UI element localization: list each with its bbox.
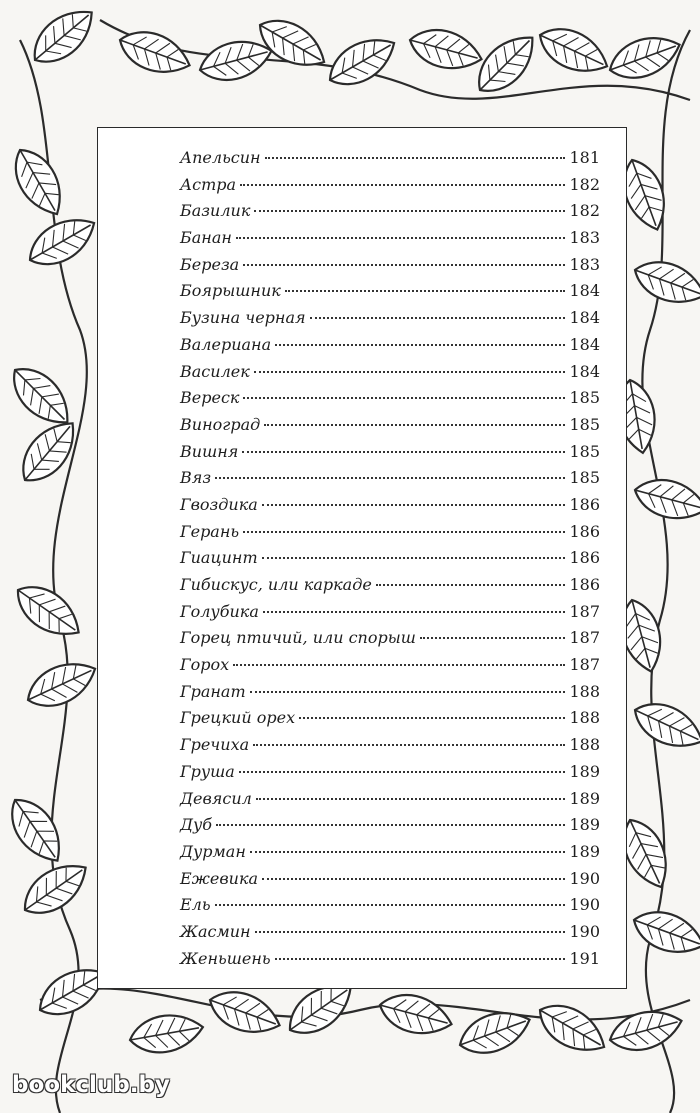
toc-entry	[180, 201, 600, 228]
toc-entry-title: Дурман	[180, 841, 246, 861]
toc-entry-title: Горец птичий, или спорыш	[180, 628, 416, 648]
toc-entry-page: 187	[569, 628, 600, 648]
toc-dot-leader	[255, 921, 566, 933]
toc-entry-page: 184	[569, 361, 600, 381]
toc-entry-page: 182	[569, 201, 600, 221]
toc-entry-title: Голубика	[180, 601, 259, 621]
toc-entry-page: 185	[569, 468, 600, 488]
toc-dot-leader	[265, 147, 566, 159]
toc-entry-page: 185	[569, 414, 600, 434]
toc-list	[180, 148, 600, 975]
toc-dot-leader	[250, 841, 566, 853]
toc-entry-page: 190	[569, 895, 600, 915]
toc-entry-page: 190	[569, 868, 600, 888]
toc-entry-page: 186	[569, 521, 600, 541]
toc-entry-title: Вереск	[180, 388, 240, 408]
toc-dot-leader	[243, 387, 565, 399]
toc-entry-page: 189	[569, 841, 600, 861]
toc-entry	[180, 148, 600, 175]
toc-entry	[180, 655, 600, 682]
toc-entry-page: 188	[569, 708, 600, 728]
toc-dot-leader	[285, 280, 566, 292]
toc-entry-page: 186	[569, 548, 600, 568]
toc-entry-title: Горох	[180, 655, 230, 675]
toc-entry	[180, 415, 600, 442]
toc-entry-page: 182	[569, 174, 600, 194]
toc-dot-leader	[275, 334, 565, 346]
toc-entry	[180, 682, 600, 709]
toc-dot-leader	[310, 307, 566, 319]
toc-dot-leader	[240, 174, 565, 186]
toc-entry	[180, 602, 600, 629]
toc-entry-page: 184	[569, 334, 600, 354]
toc-dot-leader	[262, 547, 566, 559]
toc-entry	[180, 762, 600, 789]
toc-entry-page: 189	[569, 815, 600, 835]
toc-entry-title: Девясил	[180, 788, 252, 808]
toc-dot-leader	[254, 200, 565, 212]
toc-dot-leader	[275, 948, 566, 960]
toc-entry-title: Виноград	[180, 414, 261, 434]
toc-dot-leader	[376, 574, 566, 586]
toc-entry	[180, 468, 600, 495]
toc-dot-leader	[215, 467, 565, 479]
toc-entry	[180, 442, 600, 469]
toc-entry-title: Апельсин	[180, 148, 261, 167]
toc-dot-leader	[256, 788, 566, 800]
toc-entry-title: Банан	[180, 228, 232, 248]
toc-entry-page: 183	[569, 228, 600, 248]
toc-entry-title: Бузина черная	[180, 308, 306, 328]
toc-entry	[180, 922, 600, 949]
toc-entry	[180, 522, 600, 549]
toc-entry-page: 188	[569, 681, 600, 701]
toc-entry	[180, 628, 600, 655]
toc-entry	[180, 895, 600, 922]
toc-entry-title: Ель	[180, 895, 211, 915]
toc-entry	[180, 388, 600, 415]
toc-dot-leader	[264, 414, 565, 426]
toc-entry-title: Базилик	[180, 201, 251, 221]
toc-entry	[180, 308, 600, 335]
toc-entry-title: Женьшень	[180, 948, 271, 968]
toc-entry-page: 188	[569, 735, 600, 755]
toc-entry	[180, 281, 600, 308]
toc-entry-title: Валериана	[180, 334, 272, 354]
toc-entry-page: 183	[569, 254, 600, 274]
toc-entry	[180, 175, 600, 202]
toc-entry	[180, 789, 600, 816]
toc-entry	[180, 362, 600, 389]
table-of-contents	[97, 127, 627, 989]
toc-entry-title: Ежевика	[180, 868, 259, 888]
toc-dot-leader	[420, 627, 566, 639]
toc-dot-leader	[243, 254, 565, 266]
toc-entry-title: Жасмин	[180, 921, 251, 941]
toc-entry	[180, 255, 600, 282]
toc-entry	[180, 869, 600, 896]
toc-dot-leader	[250, 681, 566, 693]
toc-entry-title: Боярышник	[180, 281, 281, 301]
toc-entry-title: Грецкий орех	[180, 708, 296, 728]
toc-entry	[180, 949, 600, 976]
toc-entry-title: Гречиха	[180, 735, 250, 755]
toc-entry-page: 186	[569, 575, 600, 594]
toc-entry	[180, 335, 600, 362]
toc-entry-title: Гранат	[180, 681, 246, 701]
toc-dot-leader	[236, 227, 566, 239]
toc-dot-leader	[243, 521, 565, 533]
toc-entry-title: Вяз	[180, 468, 212, 488]
toc-entry-title: Береза	[180, 254, 240, 274]
toc-dot-leader	[262, 868, 565, 880]
toc-entry	[180, 575, 600, 602]
toc-entry	[180, 708, 600, 735]
toc-dot-leader	[254, 361, 566, 373]
toc-dot-leader	[242, 441, 565, 453]
toc-entry-title: Гибискус, или каркаде	[180, 575, 372, 594]
toc-entry-page: 184	[569, 281, 600, 301]
toc-entry-title: Василек	[180, 361, 250, 381]
toc-dot-leader	[263, 601, 566, 613]
toc-entry	[180, 548, 600, 575]
toc-entry-page: 185	[569, 388, 600, 408]
toc-dot-leader	[233, 654, 565, 666]
toc-dot-leader	[253, 734, 565, 746]
toc-entry-page: 189	[569, 761, 600, 781]
toc-entry-title: Гиацинт	[180, 548, 258, 568]
toc-entry-title: Дуб	[180, 815, 213, 835]
toc-entry-page: 189	[569, 788, 600, 808]
toc-entry	[180, 815, 600, 842]
toc-dot-leader	[262, 494, 566, 506]
toc-entry-title: Герань	[180, 521, 240, 541]
toc-dot-leader	[299, 707, 565, 719]
toc-entry-page: 190	[569, 921, 600, 941]
toc-entry	[180, 228, 600, 255]
toc-dot-leader	[216, 814, 565, 826]
toc-entry-page: 184	[569, 308, 600, 328]
toc-entry-page: 185	[569, 441, 600, 461]
toc-entry-page: 181	[569, 148, 600, 167]
toc-entry-page: 186	[569, 494, 600, 514]
toc-entry-title: Груша	[180, 761, 235, 781]
toc-entry	[180, 495, 600, 522]
toc-entry-page: 187	[569, 601, 600, 621]
toc-dot-leader	[239, 761, 566, 773]
toc-entry-title: Гвоздика	[180, 494, 258, 514]
toc-dot-leader	[215, 894, 566, 906]
toc-entry-page: 187	[569, 655, 600, 675]
toc-entry-title: Вишня	[180, 441, 239, 461]
toc-entry-page: 191	[569, 948, 600, 968]
toc-entry	[180, 842, 600, 869]
toc-entry	[180, 735, 600, 762]
toc-entry-title: Астра	[180, 174, 237, 194]
watermark-text: bookclub.by	[12, 1072, 170, 1098]
